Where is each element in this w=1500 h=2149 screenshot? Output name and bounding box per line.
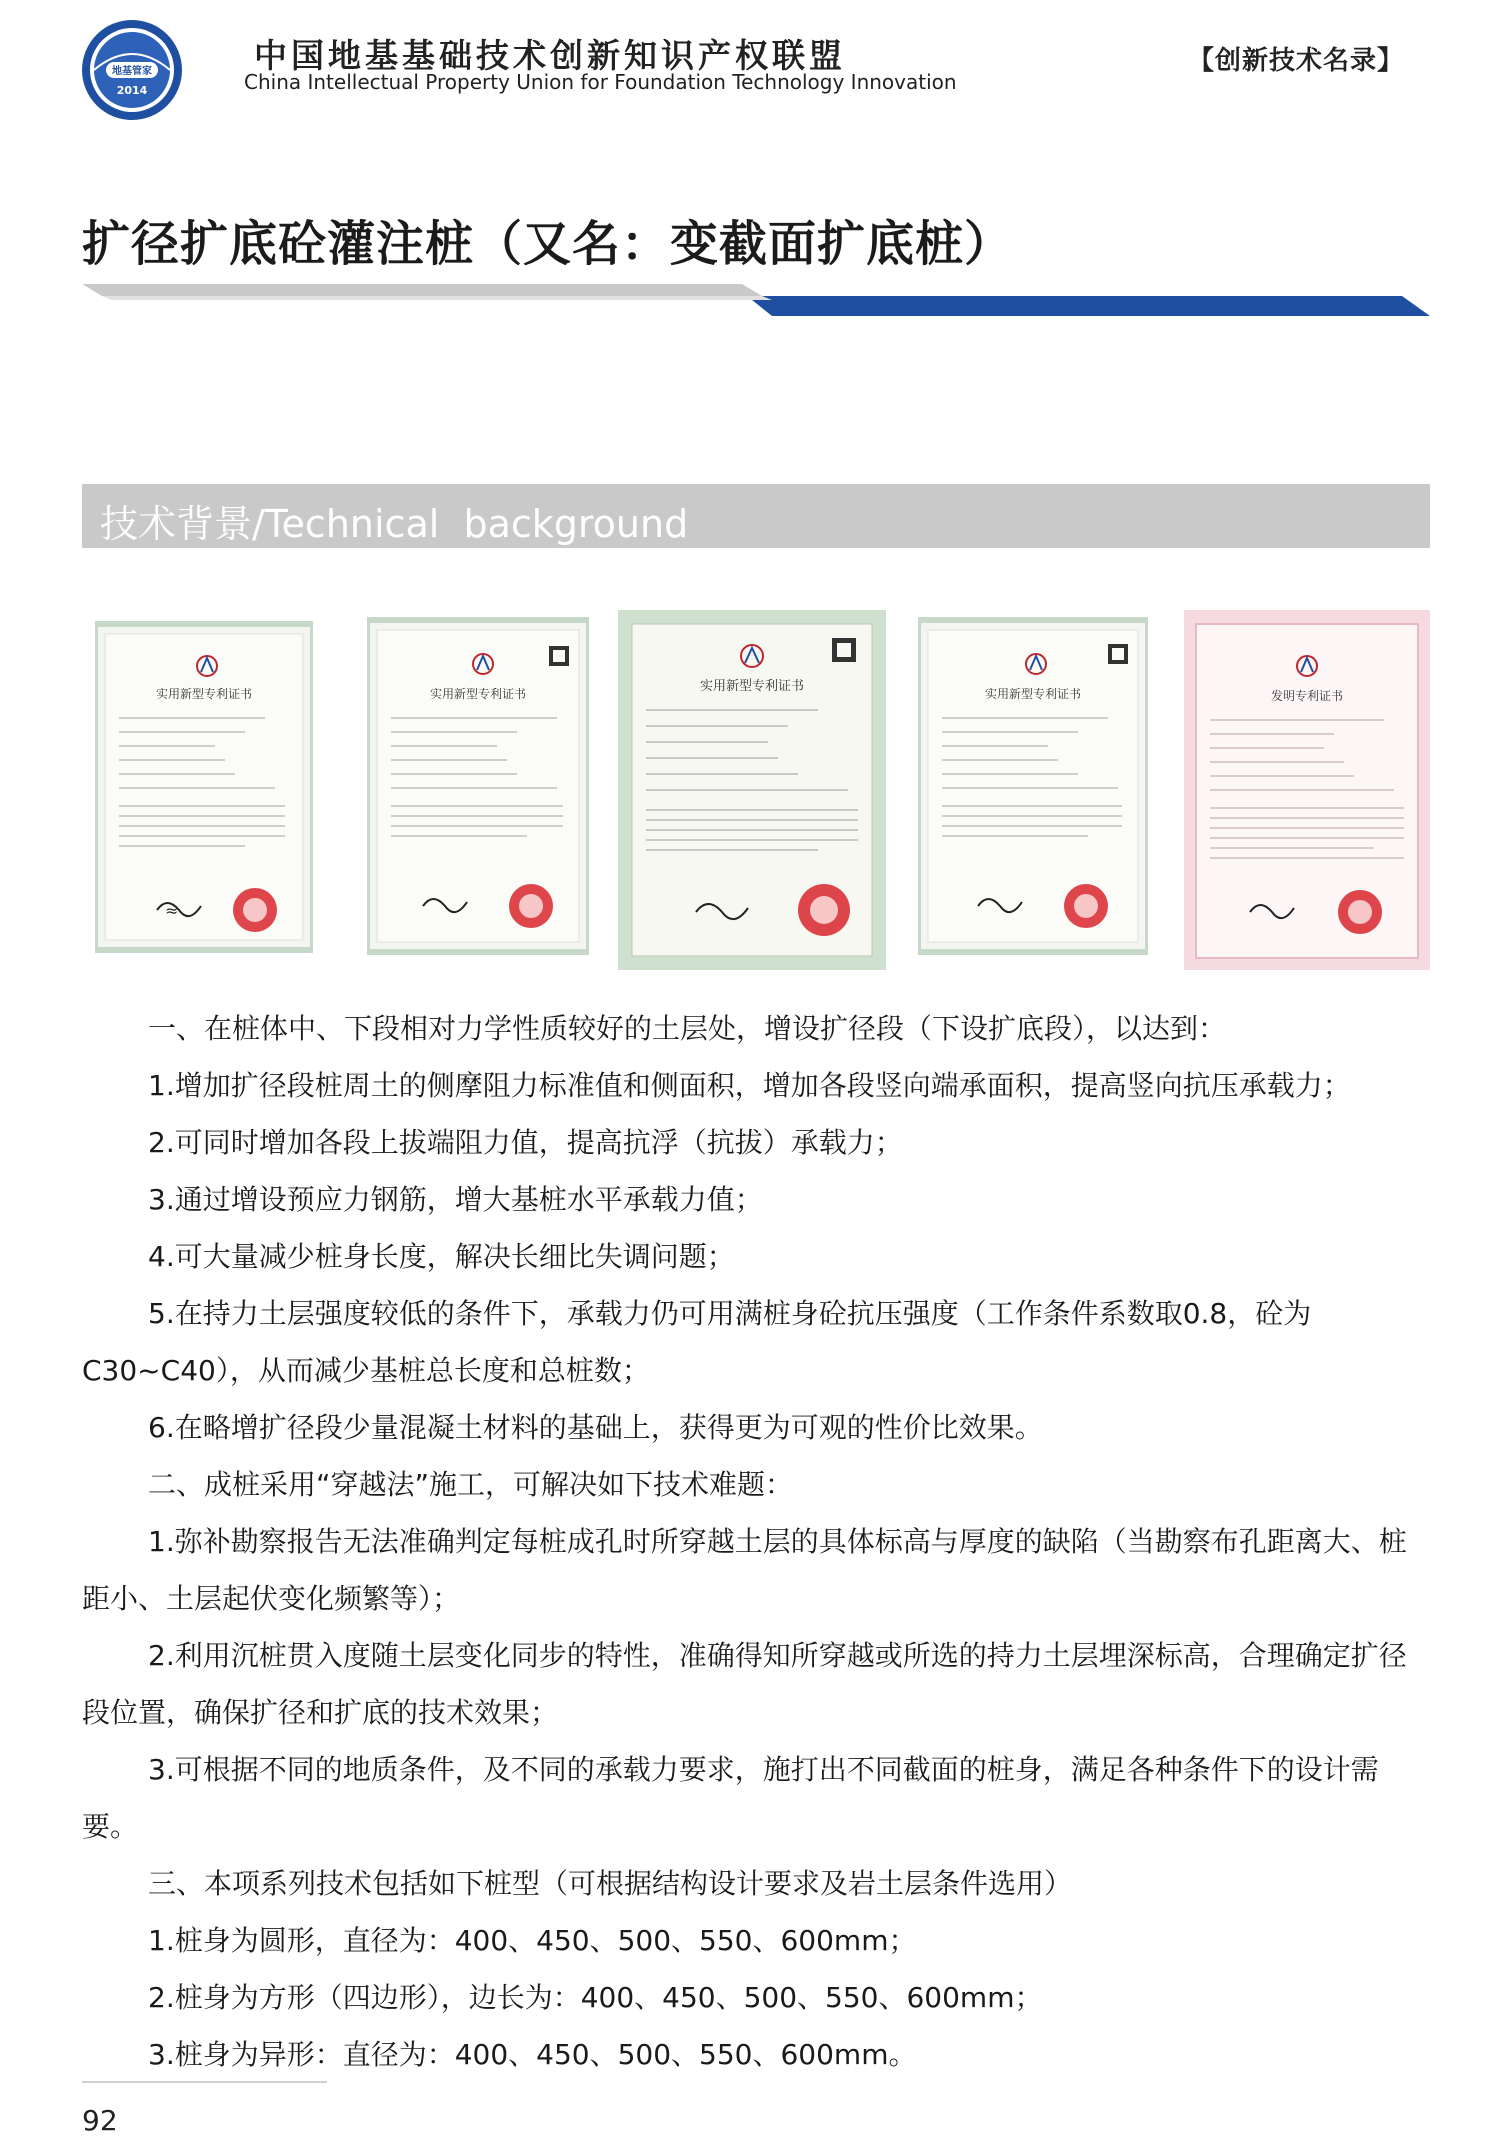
svg-text:≈: ≈ <box>165 901 179 920</box>
technical-background-text <box>82 1000 1432 2083</box>
certificate-4 <box>918 610 1148 970</box>
certificate-heading: 实用新型专利证书 <box>429 687 527 701</box>
paragraph: 3.桩身为异形：直径为：400、450、500、550、600mm。 <box>148 2038 917 2071</box>
certificate-heading: 实用新型专利证书 <box>155 687 253 701</box>
certificate-5 <box>1184 610 1430 970</box>
logo-year: 2014 <box>116 84 148 97</box>
paragraph: 1.桩身为圆形，直径为：400、450、500、550、600mm； <box>148 1924 917 1957</box>
section-title: 技术背景/Technical background <box>100 502 689 546</box>
paragraph: 1.弥补勘察报告无法准确判定每桩成孔时所穿越土层的具体标高与厚度的缺陷（当勘察布孔距离大、桩距小、土层起伏变化频繁等）； <box>82 1525 1407 1615</box>
paragraph: 2.桩身为方形（四边形），边长为：400、450、500、550、600mm； <box>148 1981 1043 2014</box>
certificate-image-5 <box>1184 610 1430 970</box>
certificate-image-3 <box>618 610 886 970</box>
catalog-tag: 【创新技术名录】 <box>1188 46 1405 76</box>
logo-text-top: 地基管家 <box>112 66 152 77</box>
certificate-1 <box>95 610 313 970</box>
page-number: 92 <box>82 2104 118 2137</box>
org-name-en: China Intellectual Property Union for Foundation Technology Innovation <box>244 70 957 94</box>
paragraph: 一、在桩体中、下段相对力学性质较好的土层处，增设扩径段（下设扩底段），以达到： <box>148 1012 1227 1045</box>
certificate-image-2 <box>367 610 589 970</box>
paragraph: 3.可根据不同的地质条件，及不同的承载力要求，施打出不同截面的桩身，满足各种条件下的设计需要。 <box>82 1753 1379 1843</box>
certificate-3 <box>618 610 886 970</box>
paragraph: 4.可大量减少桩身长度，解决长细比失调问题； <box>148 1240 735 1273</box>
page-header <box>0 0 1500 110</box>
certificate-image-1 <box>95 610 313 970</box>
certificate-2 <box>367 610 589 970</box>
paragraph: 5.在持力土层强度较低的条件下，承载力仍可用满桩身砼抗压强度（工作条件系数取0.8，砼为C30~C40），从而减少基桩总长度和总桩数； <box>82 1297 1312 1387</box>
paragraph: 2.可同时增加各段上拔端阻力值，提高抗浮（抗拔）承载力； <box>148 1126 903 1159</box>
certificate-heading: 实用新型专利证书 <box>984 687 1082 701</box>
patent-certificates <box>82 610 1430 970</box>
footer-divider <box>82 2081 327 2083</box>
title-underline <box>82 284 1430 316</box>
section-header-bar <box>82 484 1430 548</box>
paragraph: 3.通过增设预应力钢筋，增大基桩水平承载力值； <box>148 1183 763 1216</box>
certificate-heading: 发明专利证书 <box>1270 689 1344 703</box>
paragraph: 三、本项系列技术包括如下桩型（可根据结构设计要求及岩土层条件选用） <box>148 1867 1073 1900</box>
certificate-image-4 <box>918 610 1148 970</box>
certificate-heading: 实用新型专利证书 <box>699 679 805 694</box>
paragraph: 2.利用沉桩贯入度随土层变化同步的特性，准确得知所穿越或所选的持力土层埋深标高，合理确定扩径段位置，确保扩径和扩底的技术效果； <box>82 1639 1407 1729</box>
paragraph: 6.在略增扩径段少量混凝土材料的基础上，获得更为可观的性价比效果。 <box>148 1411 1043 1444</box>
union-logo-icon <box>80 18 184 122</box>
paragraph: 1.增加扩径段桩周土的侧摩阻力标准值和侧面积，增加各段竖向端承面积，提高竖向抗压承载力； <box>148 1069 1351 1102</box>
page-title: 扩径扩底砼灌注桩（又名：变截面扩底桩） <box>82 216 1014 272</box>
org-name-cn: 中国地基基础技术创新知识产权联盟 <box>254 36 846 75</box>
paragraph: 二、成桩采用“穿越法”施工，可解决如下技术难题： <box>148 1468 794 1501</box>
